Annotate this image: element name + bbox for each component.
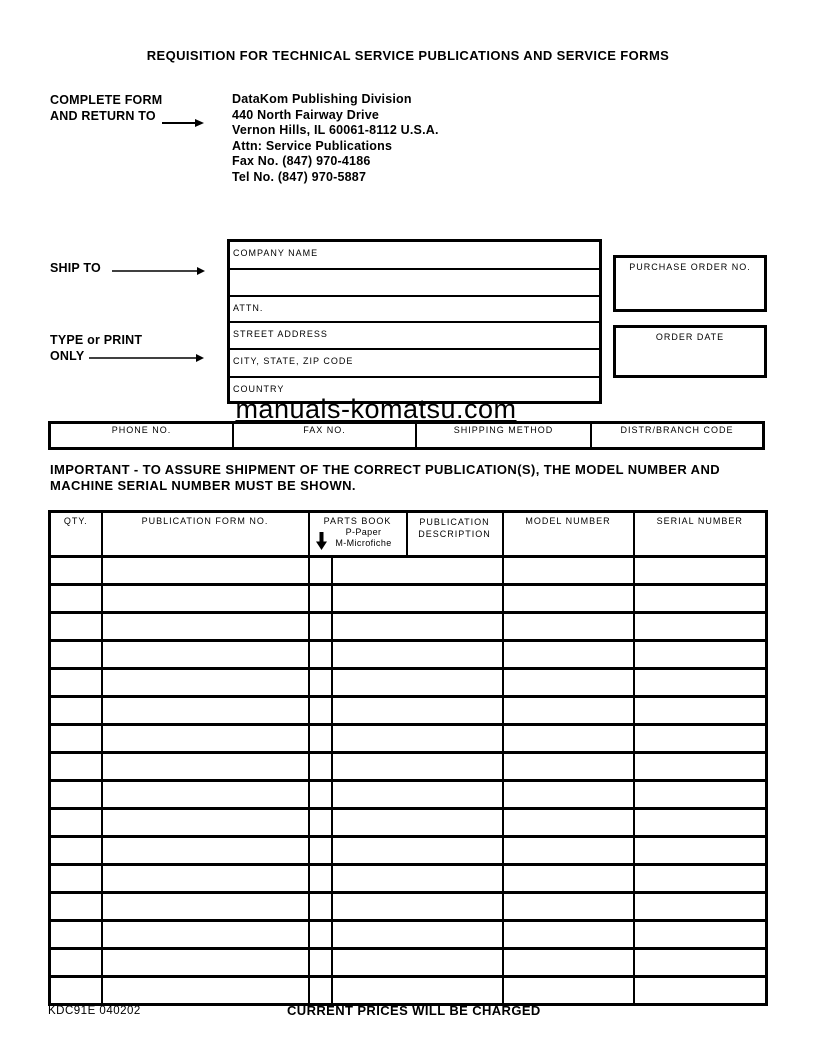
order-table-row [50, 781, 767, 809]
return-address [232, 92, 439, 186]
qty-cell [50, 809, 102, 837]
ship-to-address-box [227, 239, 602, 404]
publication-form-no-cell [102, 753, 309, 781]
type-or-print-line1: TYPE or PRINT [50, 333, 143, 347]
qty-cell [50, 949, 102, 977]
order-table-row [50, 865, 767, 893]
parts-book-code-cell [309, 809, 332, 837]
arrow-right-icon [162, 114, 204, 128]
serial-number-cell [634, 697, 767, 725]
model-number-header: MODEL NUMBER [503, 512, 634, 557]
parts-book-code-cell [309, 669, 332, 697]
serial-number-cell [634, 893, 767, 921]
order-table-row [50, 585, 767, 613]
parts-book-code-cell [309, 921, 332, 949]
model-number-cell [503, 809, 634, 837]
order-table-row [50, 697, 767, 725]
shipping-method-cell: SHIPPING METHOD [417, 424, 592, 447]
order-table-row [50, 949, 767, 977]
order-date-box [613, 325, 767, 378]
publication-description-line2: DESCRIPTION [418, 529, 491, 539]
order-table-row [50, 809, 767, 837]
model-number-cell [503, 697, 634, 725]
model-number-cell [503, 641, 634, 669]
publication-form-no-cell [102, 781, 309, 809]
price-notice: CURRENT PRICES WILL BE CHARGED [287, 1003, 541, 1018]
contact-info-row [48, 421, 765, 450]
publication-description-cell [332, 865, 503, 893]
qty-cell [50, 725, 102, 753]
publication-form-no-cell [102, 921, 309, 949]
publication-description-cell [332, 809, 503, 837]
parts-book-code-cell [309, 837, 332, 865]
publication-description-cell [332, 837, 503, 865]
return-to-label-line1: COMPLETE FORM [50, 93, 163, 107]
important-note-line1: IMPORTANT - TO ASSURE SHIPMENT OF THE CORRECT PUBLICATION(S), THE MODEL NUMBER AND [50, 462, 721, 477]
order-table-row [50, 977, 767, 1005]
order-table-header-row [50, 512, 767, 557]
model-number-cell [503, 865, 634, 893]
parts-book-option-microfiche: M-Microfiche [335, 538, 392, 548]
qty-header: QTY. [50, 512, 102, 557]
order-table-body [50, 557, 767, 1005]
qty-cell [50, 641, 102, 669]
qty-cell [50, 697, 102, 725]
publication-form-no-cell [102, 585, 309, 613]
address-line: Attn: Service Publications [232, 138, 393, 153]
order-table-row [50, 557, 767, 585]
publication-form-no-cell [102, 697, 309, 725]
arrow-down-icon [316, 532, 327, 550]
order-table-row [50, 613, 767, 641]
parts-book-code-cell [309, 585, 332, 613]
publication-description-cell [332, 949, 503, 977]
parts-book-code-cell [309, 893, 332, 921]
publication-description-cell [332, 585, 503, 613]
qty-cell [50, 865, 102, 893]
parts-book-code-cell [309, 753, 332, 781]
address-line: Vernon Hills, IL 60061-8112 U.S.A. [232, 123, 439, 138]
publication-form-no-cell [102, 837, 309, 865]
ship-to-label: SHIP TO [50, 261, 101, 275]
type-or-print-line2: ONLY [50, 349, 85, 363]
arrow-right-icon [112, 263, 205, 277]
parts-book-code-cell [309, 865, 332, 893]
publication-description-cell [332, 641, 503, 669]
publication-form-no-cell [102, 669, 309, 697]
qty-cell [50, 585, 102, 613]
model-number-cell [503, 781, 634, 809]
publication-description-cell [332, 613, 503, 641]
publication-description-cell [332, 725, 503, 753]
purchase-order-label: PURCHASE ORDER NO. [629, 262, 751, 272]
parts-book-code-cell [309, 697, 332, 725]
serial-number-header: SERIAL NUMBER [634, 512, 767, 557]
publication-form-no-cell [102, 557, 309, 585]
address-line: Tel No. (847) 970-5887 [232, 169, 367, 184]
serial-number-cell [634, 557, 767, 585]
address-line: DataKom Publishing Division [232, 92, 412, 106]
publication-form-no-cell [102, 641, 309, 669]
ship-to-field-attn [230, 297, 599, 323]
field-label: CITY, STATE, ZIP CODE [233, 356, 354, 366]
publication-form-no-cell [102, 949, 309, 977]
serial-number-cell [634, 641, 767, 669]
order-table-row [50, 669, 767, 697]
field-label: ATTN. [233, 303, 264, 313]
qty-cell [50, 781, 102, 809]
important-note [50, 462, 720, 494]
publication-description-cell [332, 753, 503, 781]
page-title: REQUISITION FOR TECHNICAL SERVICE PUBLICATIONS AND SERVICE FORMS [146, 48, 670, 63]
ship-to-field-street-address [230, 323, 599, 350]
ship-to-field-company-name [230, 242, 599, 270]
model-number-cell [503, 921, 634, 949]
arrow-right-icon [89, 350, 204, 364]
watermark: manuals-komatsu.com [235, 394, 517, 424]
form-code: KDC91E 040202 [48, 1005, 141, 1017]
model-number-cell [503, 753, 634, 781]
serial-number-cell [634, 613, 767, 641]
model-number-cell [503, 613, 634, 641]
qty-cell [50, 557, 102, 585]
qty-cell [50, 977, 102, 1005]
return-to-label [50, 92, 162, 124]
parts-book-title: PARTS BOOK [323, 516, 392, 526]
model-number-cell [503, 949, 634, 977]
qty-cell [50, 837, 102, 865]
qty-cell [50, 753, 102, 781]
publication-description-cell [332, 921, 503, 949]
serial-number-cell [634, 753, 767, 781]
serial-number-cell [634, 725, 767, 753]
order-table-row [50, 753, 767, 781]
phone-no-cell: PHONE NO. [51, 424, 234, 447]
serial-number-cell [634, 809, 767, 837]
ship-to-field-city-state-zip [230, 350, 599, 378]
publication-description-cell [332, 781, 503, 809]
publication-form-no-cell [102, 977, 309, 1005]
qty-cell [50, 893, 102, 921]
serial-number-cell [634, 949, 767, 977]
fax-no-cell: FAX NO. [234, 424, 417, 447]
publication-form-no-cell [102, 809, 309, 837]
parts-book-code-cell [309, 557, 332, 585]
publication-form-no-cell [102, 725, 309, 753]
model-number-cell [503, 893, 634, 921]
publication-description-cell [332, 697, 503, 725]
qty-cell [50, 613, 102, 641]
publication-form-no-header: PUBLICATION FORM NO. [102, 512, 309, 557]
publication-form-no-cell [102, 613, 309, 641]
address-line: 440 North Fairway Drive [232, 107, 380, 122]
parts-book-option-paper: P-Paper [345, 527, 382, 537]
purchase-order-box [613, 255, 767, 312]
publication-description-line1: PUBLICATION [419, 517, 490, 527]
serial-number-cell [634, 669, 767, 697]
publication-description-cell [332, 669, 503, 697]
order-table-row [50, 893, 767, 921]
parts-book-code-cell [309, 725, 332, 753]
publication-form-no-cell [102, 893, 309, 921]
publication-form-no-cell [102, 865, 309, 893]
field-label: STREET ADDRESS [233, 329, 328, 339]
model-number-cell [503, 837, 634, 865]
serial-number-cell [634, 585, 767, 613]
publication-description-header [407, 512, 503, 557]
serial-number-cell [634, 921, 767, 949]
order-table-row [50, 641, 767, 669]
order-table [48, 510, 768, 1006]
publication-description-cell [332, 977, 503, 1005]
parts-book-code-cell [309, 641, 332, 669]
parts-book-code-cell [309, 613, 332, 641]
model-number-cell [503, 557, 634, 585]
serial-number-cell [634, 781, 767, 809]
publication-description-cell [332, 893, 503, 921]
parts-book-code-cell [309, 977, 332, 1005]
model-number-cell [503, 585, 634, 613]
distr-branch-code-cell: DISTR/BRANCH CODE [620, 425, 734, 435]
model-number-cell [503, 977, 634, 1005]
serial-number-cell [634, 837, 767, 865]
return-to-label-line2: AND RETURN TO [50, 109, 156, 123]
model-number-cell [503, 725, 634, 753]
serial-number-cell [634, 977, 767, 1005]
qty-cell [50, 669, 102, 697]
serial-number-cell [634, 865, 767, 893]
order-table-row [50, 921, 767, 949]
address-line: Fax No. (847) 970-4186 [232, 154, 371, 169]
field-label: COUNTRY [233, 384, 285, 394]
important-note-line2: MACHINE SERIAL NUMBER MUST BE SHOWN. [50, 478, 356, 493]
order-table-row [50, 725, 767, 753]
qty-cell [50, 921, 102, 949]
model-number-cell [503, 669, 634, 697]
parts-book-code-cell [309, 949, 332, 977]
order-table-row [50, 837, 767, 865]
field-label: COMPANY NAME [233, 248, 319, 258]
publication-description-cell [332, 557, 503, 585]
ship-to-field-company-name-extra [230, 270, 599, 297]
parts-book-header [309, 512, 407, 557]
parts-book-code-cell [309, 781, 332, 809]
order-date-label: ORDER DATE [655, 332, 725, 342]
